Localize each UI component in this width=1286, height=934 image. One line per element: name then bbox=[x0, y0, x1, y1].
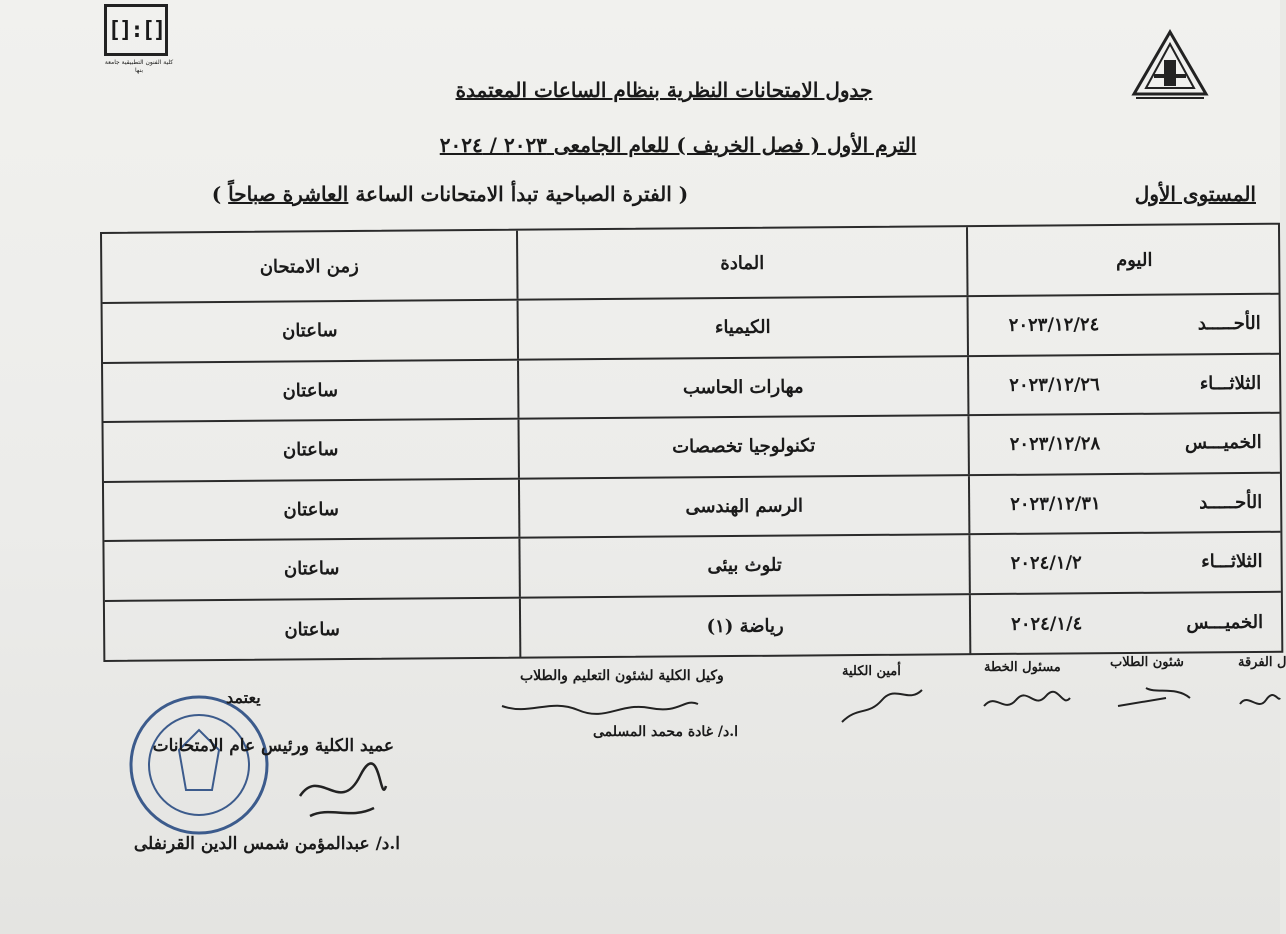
level-heading: المستوى الأول bbox=[1134, 182, 1256, 206]
subject-cell: تكنولوجيا تخصصات bbox=[517, 416, 967, 477]
exam-date: ٢٠٢٣/١٢/٢٤ bbox=[1008, 314, 1100, 337]
table-row bbox=[104, 533, 1280, 602]
day-cell bbox=[968, 533, 1280, 593]
day-cell bbox=[967, 414, 1279, 474]
duration-cell: ساعتان bbox=[282, 379, 339, 402]
dean-title: عميد الكلية ورئيس عام الامتحانات bbox=[152, 736, 394, 756]
day-name: الثلاثـــاء bbox=[1201, 551, 1263, 573]
duration-cell: ساعتان bbox=[283, 498, 340, 521]
day-cell bbox=[968, 473, 1280, 533]
day-name: الثلاثـــاء bbox=[1199, 372, 1262, 395]
period-note bbox=[125, 182, 775, 206]
term-heading: الترم الأول ( فصل الخريف ) للعام الجامعى ٢٠٢٣ / ٢٠٢٤ bbox=[439, 133, 917, 157]
faculty-logo-mark: []:[] bbox=[104, 4, 168, 56]
student-affairs-label: شئون الطلاب bbox=[1110, 655, 1184, 670]
faculty-logo bbox=[104, 4, 174, 76]
table-row bbox=[103, 295, 1279, 364]
day-cell bbox=[967, 354, 1279, 414]
header-day: اليوم bbox=[966, 225, 1279, 295]
vice-dean-name: ا.د/ غادة محمد المسلمى bbox=[592, 724, 738, 740]
header-duration: زمن الامتحان bbox=[259, 255, 359, 278]
table-header-row bbox=[102, 225, 1279, 304]
subject-cell: الرسم الهندسى bbox=[518, 476, 968, 537]
page-title: جدول الامتحانات النظرية بنظام الساعات المعتمدة bbox=[455, 78, 873, 102]
exam-date: ٢٠٢٣/١٢/٢٦ bbox=[1009, 373, 1100, 396]
approve-label: يعتمد bbox=[226, 688, 261, 707]
duration-cell: ساعتان bbox=[282, 439, 339, 461]
batch-signature bbox=[1236, 690, 1280, 716]
exam-date: ٢٠٢٣/١٢/٣١ bbox=[1010, 492, 1101, 515]
exam-date: ٢٠٢٣/١٢/٢٨ bbox=[1009, 433, 1101, 456]
exam-date: ٢٠٢٤/١/٤ bbox=[1011, 613, 1083, 635]
period-text-end: ) bbox=[211, 182, 229, 206]
subject-cell: تلوث بيئى bbox=[518, 535, 968, 596]
plan-officer-label: مسئول الخطة bbox=[984, 660, 1061, 675]
student-affairs-signature bbox=[1116, 684, 1196, 714]
subject-cell: رياضة (١) bbox=[519, 595, 969, 658]
vice-dean-signature bbox=[500, 694, 700, 722]
period-time: العاشرة صباحاً bbox=[228, 182, 349, 206]
day-name: الخميـــس bbox=[1186, 611, 1264, 634]
header-subject: المادة bbox=[516, 227, 967, 299]
table-row bbox=[104, 414, 1280, 483]
official-stamp bbox=[124, 690, 274, 840]
faculty-secretary-label: أمين الكلية bbox=[842, 664, 901, 679]
dean-name: ا.د/ عبدالمؤمن شمس الدين القرنفلى bbox=[133, 834, 400, 854]
day-name: الأحـــــد bbox=[1199, 491, 1263, 514]
subject-cell: الكيمياء bbox=[517, 297, 967, 358]
duration-cell: ساعتان bbox=[281, 320, 338, 342]
table-row bbox=[105, 592, 1281, 661]
day-cell bbox=[967, 295, 1279, 355]
day-name: الخميـــس bbox=[1184, 432, 1262, 454]
table-row bbox=[103, 354, 1279, 423]
faculty-secretary-signature bbox=[838, 686, 928, 726]
table-row bbox=[104, 473, 1280, 542]
day-name: الأحـــــد bbox=[1197, 313, 1261, 335]
day-cell bbox=[969, 592, 1281, 654]
duration-cell: ساعتان bbox=[283, 558, 340, 580]
subject-cell: مهارات الحاسب bbox=[517, 357, 967, 418]
exam-table bbox=[100, 223, 1283, 662]
period-text-start: ( الفترة الصباحية تبدأ الامتحانات الساعة bbox=[348, 182, 689, 206]
dean-signature bbox=[290, 756, 390, 826]
duration-cell: ساعتان bbox=[284, 618, 340, 641]
plan-officer-signature bbox=[982, 688, 1072, 722]
faculty-logo-caption: كلية الفنون التطبيقية جامعة بنها bbox=[104, 59, 174, 74]
university-logo bbox=[1130, 30, 1210, 102]
vice-dean-label: وكيل الكلية لشئون التعليم والطلاب bbox=[520, 668, 724, 684]
exam-date: ٢٠٢٤/١/٢ bbox=[1010, 552, 1082, 575]
batch-label: ل الفرقة bbox=[1238, 655, 1286, 670]
